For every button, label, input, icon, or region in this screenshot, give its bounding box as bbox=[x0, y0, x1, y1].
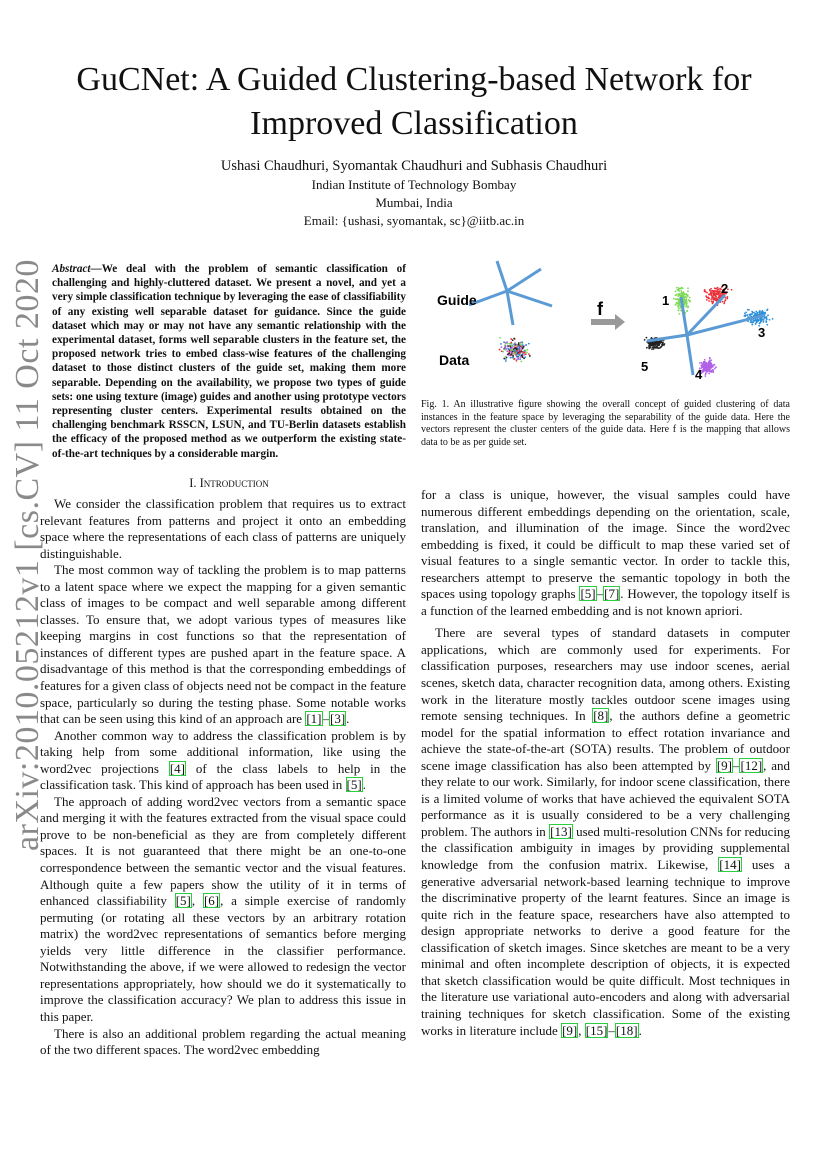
data-point bbox=[518, 344, 520, 346]
citation-link[interactable]: [5] bbox=[175, 893, 191, 909]
cluster-point bbox=[708, 362, 710, 364]
data-point bbox=[504, 349, 506, 351]
cluster-point bbox=[704, 291, 706, 293]
data-point bbox=[516, 345, 518, 347]
cluster-point bbox=[706, 364, 708, 366]
cluster-point bbox=[711, 370, 713, 372]
paragraph: for a class is unique, however, the visual samples could have numerous different embeddings depending on the orientation, scale, translation, and illumination of the image. Since the word2vec embedding is fixed, it could be difficult to map these varied set of visual features to a single semantic vector. In order to tackle this, researchers attempt to preserve the semantic topology in both the spaces using topology graphs [5]–[7]. However, the topology itself is a function of the learned embedding and is not known apriori. bbox=[421, 487, 790, 618]
data-point bbox=[510, 357, 512, 359]
data-point bbox=[501, 346, 503, 348]
paragraph: We consider the classification problem that requires us to extract relevant features from patterns and project it onto an embedding space where the representations of each class of patterns are uniquely distinguishable. bbox=[40, 496, 406, 561]
cluster-point bbox=[763, 320, 765, 322]
data-point bbox=[504, 344, 506, 346]
cluster-point bbox=[676, 299, 678, 301]
cluster-point bbox=[704, 368, 706, 370]
data-point bbox=[508, 352, 510, 354]
cluster-point bbox=[751, 313, 753, 315]
cluster-point bbox=[704, 364, 706, 366]
data-point bbox=[521, 354, 523, 356]
data-point bbox=[522, 344, 524, 346]
cluster-point bbox=[664, 343, 666, 345]
figure-caption: Fig. 1. An illustrative figure showing the overall concept of guided clustering of data instances in the feature space by leveraging the separability of the guide data. Here the vectors represent the cluster centers of the guide data. Here f is the mapping that allows data to be as per guide set. bbox=[421, 399, 790, 448]
cluster-point bbox=[711, 296, 713, 298]
cluster-point bbox=[678, 287, 680, 289]
cluster-point bbox=[716, 293, 718, 295]
cluster-point bbox=[646, 337, 648, 339]
data-label: Data bbox=[439, 352, 470, 368]
cluster-point bbox=[712, 302, 714, 304]
data-point bbox=[514, 352, 516, 354]
cluster-point bbox=[646, 347, 648, 349]
cluster-point bbox=[767, 314, 769, 316]
citation-link[interactable]: [5] bbox=[580, 586, 596, 602]
cluster-point bbox=[660, 346, 662, 348]
cluster-point bbox=[678, 300, 680, 302]
data-point bbox=[507, 348, 509, 350]
arxiv-stamp: arXiv:2010.05212v1 [cs.CV] 11 Oct 2020 bbox=[9, 259, 46, 851]
data-scatter bbox=[499, 337, 531, 362]
cluster-point bbox=[702, 363, 704, 365]
cluster-point bbox=[716, 297, 718, 299]
data-point bbox=[523, 346, 525, 348]
cluster-point bbox=[761, 310, 763, 312]
data-point bbox=[505, 360, 507, 362]
data-point bbox=[524, 356, 526, 358]
cluster-label: 3 bbox=[758, 325, 766, 340]
cluster-point bbox=[709, 363, 711, 365]
data-point bbox=[506, 350, 508, 352]
data-point bbox=[518, 354, 520, 356]
data-point bbox=[523, 354, 525, 356]
data-point bbox=[520, 342, 522, 344]
data-point bbox=[525, 344, 527, 346]
cluster-point bbox=[687, 305, 689, 307]
cluster-point bbox=[712, 300, 714, 302]
paragraph: The most common way of tackling the problem is to map patterns to a latent space where we expect the mapping for a given semantic class of images to be compact and well separable among different classes. To ensure that, we adopt various types of measures like keeping margins in cost functions so that the representation of instances of different types are pushed apart in the feature space. A disadvantage of this method is that the corresponding embeddings of features for a given class of objects need not be compact in the feature space, particularly so during the testing phase. Some notable works that can be seen using this kind of an approach are [1]–[3]. bbox=[40, 562, 406, 727]
citation-link[interactable]: [1] bbox=[306, 711, 322, 727]
data-point bbox=[513, 358, 515, 360]
data-point bbox=[502, 351, 504, 353]
data-point bbox=[513, 338, 515, 340]
data-point bbox=[505, 358, 507, 360]
cluster-point bbox=[765, 320, 767, 322]
data-point bbox=[503, 358, 505, 360]
data-point bbox=[520, 360, 522, 362]
cluster-point bbox=[706, 292, 708, 294]
cluster-point bbox=[710, 298, 712, 300]
data-point bbox=[519, 358, 521, 360]
cluster-point bbox=[689, 297, 691, 299]
data-point bbox=[516, 348, 518, 350]
cluster-point bbox=[680, 292, 682, 294]
cluster-point bbox=[759, 312, 761, 314]
cluster-point bbox=[746, 315, 748, 317]
cluster-point bbox=[726, 298, 728, 300]
cluster-point bbox=[705, 295, 707, 297]
data-point bbox=[512, 355, 514, 357]
cluster-point bbox=[704, 289, 706, 291]
data-point bbox=[509, 343, 511, 345]
cluster-point bbox=[689, 300, 691, 302]
cluster-point bbox=[745, 311, 747, 313]
cluster-point bbox=[660, 340, 662, 342]
mapping-label: f bbox=[597, 299, 603, 319]
citation-link[interactable]: [7] bbox=[604, 586, 620, 602]
cluster-point bbox=[708, 300, 710, 302]
cluster-point bbox=[766, 324, 768, 326]
cluster-point bbox=[772, 318, 774, 320]
cluster-point bbox=[714, 290, 716, 292]
cluster-point bbox=[708, 294, 710, 296]
data-point bbox=[505, 342, 507, 344]
citation-link[interactable]: [18] bbox=[615, 1022, 638, 1038]
cluster-point bbox=[653, 342, 655, 344]
cluster-point bbox=[699, 362, 701, 364]
cluster-point bbox=[662, 344, 664, 346]
cluster-point bbox=[766, 309, 768, 311]
cluster-point bbox=[718, 294, 720, 296]
data-point bbox=[513, 343, 515, 345]
data-point bbox=[511, 345, 513, 347]
cluster-point bbox=[657, 347, 659, 349]
data-point bbox=[516, 356, 518, 358]
data-point bbox=[510, 348, 512, 350]
data-point bbox=[525, 353, 527, 355]
cluster-point bbox=[685, 303, 687, 305]
data-point bbox=[516, 360, 518, 362]
paragraph: There is also an additional problem regarding the actual meaning of the two different spaces. The word2vec embedding bbox=[40, 1025, 406, 1058]
data-point bbox=[506, 341, 508, 343]
cluster-point bbox=[687, 295, 689, 297]
cluster-point bbox=[658, 344, 660, 346]
cluster-point bbox=[681, 287, 683, 289]
data-point bbox=[521, 346, 523, 348]
guide-vector bbox=[507, 291, 552, 306]
cluster-point bbox=[708, 369, 710, 371]
data-point bbox=[508, 351, 510, 353]
data-point bbox=[507, 345, 509, 347]
citation-link[interactable]: [9] bbox=[562, 1022, 578, 1038]
cluster-point bbox=[678, 293, 680, 295]
cluster-point bbox=[704, 359, 706, 361]
data-point bbox=[511, 357, 513, 359]
paragraph: Another common way to address the classification problem is by taking help from some additional information, like using the word2vec projections [4] of the class labels to help in the classification task. This kind of approach has been used in [5]. bbox=[40, 727, 406, 793]
cluster-point bbox=[722, 301, 724, 303]
cluster-point bbox=[700, 364, 702, 366]
cluster-point bbox=[686, 304, 688, 306]
affiliation: Indian Institute of Technology Bombay bbox=[311, 177, 517, 192]
cluster-point bbox=[655, 347, 657, 349]
cluster-point bbox=[711, 290, 713, 292]
guide-vector bbox=[507, 269, 541, 291]
cluster-point bbox=[718, 297, 720, 299]
authors: Ushasi Chaudhuri, Syomantak Chaudhuri and Subhasis Chaudhuri bbox=[220, 158, 608, 174]
data-point bbox=[514, 350, 516, 352]
cluster-point bbox=[679, 313, 681, 315]
cluster-point bbox=[714, 292, 716, 294]
cluster-point bbox=[706, 366, 708, 368]
guide-label: Guide bbox=[437, 292, 477, 308]
citation-link[interactable]: [8] bbox=[593, 708, 609, 724]
data-point bbox=[526, 352, 528, 354]
cluster-point bbox=[711, 295, 713, 297]
citation-link[interactable]: [15] bbox=[585, 1022, 608, 1038]
cluster-point bbox=[650, 344, 652, 346]
section-heading: I. Introduction bbox=[189, 476, 269, 490]
guide-vector bbox=[507, 291, 513, 325]
cluster-point bbox=[678, 307, 680, 309]
data-point bbox=[520, 344, 522, 346]
data-point bbox=[499, 349, 501, 351]
cluster-label: 5 bbox=[641, 359, 649, 374]
cluster-point bbox=[748, 309, 750, 311]
cluster-point bbox=[744, 315, 746, 317]
citation-link[interactable]: [12] bbox=[740, 757, 763, 773]
data-point bbox=[523, 350, 525, 352]
data-point bbox=[512, 339, 514, 341]
cluster-point bbox=[677, 305, 679, 307]
data-point bbox=[510, 342, 512, 344]
cluster-point bbox=[716, 288, 718, 290]
cluster-point bbox=[705, 372, 707, 374]
cluster-point bbox=[706, 371, 708, 373]
cluster-point bbox=[706, 299, 708, 301]
cluster-point bbox=[652, 344, 654, 346]
figure-1 bbox=[425, 255, 791, 390]
paragraph: The approach of adding word2vec vectors from a semantic space and merging it with the features extracted from the visual space could prove to be non-beneficial as they are from completely different spaces. It is not guaranteed that there might be an one-to-one correspondence between the semantic vector and the visual features. Although quite a few papers show the utility of it in terms of enhanced classifiability [5], [6], a simple exercise of randomly permuting (or rotating all these vectors by an arbitrary rotation matrix) the word2vec representations of semantics before merging yields very little difference in the classifier performance. Notwithstanding the above, if we were allowed to redesign the vector representations appropriately, how should we do it systematically to improve the classification accuracy? We plan to address this issue in this paper. bbox=[40, 793, 407, 1024]
cluster-point bbox=[710, 359, 712, 361]
cluster-point bbox=[678, 310, 680, 312]
cluster-point bbox=[704, 375, 706, 377]
cluster-point bbox=[686, 310, 688, 312]
data-point bbox=[510, 354, 512, 356]
cluster-point bbox=[711, 300, 713, 302]
data-point bbox=[505, 356, 507, 358]
cluster-vector bbox=[687, 315, 765, 335]
cluster-point bbox=[724, 299, 726, 301]
cluster-point bbox=[703, 370, 705, 372]
data-point bbox=[500, 343, 502, 345]
citation-link[interactable]: [6] bbox=[203, 893, 220, 909]
cluster-point bbox=[714, 294, 716, 296]
cluster-point bbox=[765, 318, 767, 320]
abstract-text: —We deal with the problem of semantic classification of challenging and highly-cluttered dataset. We present a novel, and yet a very simple classification technique by leveraging the ease of classifiability of any existing well separable dataset for guidance. Since the guide dataset which may or may not have any semantic relationship with the experimental dataset, forms well separable clusters in the feature set, the proposed network tries to embed class-wise features of the challenging dataset to those distinct clusters of the guide set, making them more separable. Depending on the availability, we propose two types of guide sets: one using texture (image) guides and another using prototype vectors representing cluster centers. Experimental results obtained on the challenging benchmark RSSCN, LSUN, and TU-Berlin datasets establish the efficacy of the proposed method as we outperform the existing state-of-the-art techniques by a considerable margin. bbox=[52, 263, 406, 460]
cluster-point bbox=[717, 291, 719, 293]
data-point bbox=[514, 346, 516, 348]
cluster-point bbox=[680, 290, 682, 292]
citation-link[interactable]: [14] bbox=[719, 857, 741, 873]
cluster-point bbox=[705, 362, 707, 364]
cluster-point bbox=[683, 291, 685, 293]
data-point bbox=[519, 347, 521, 349]
data-point bbox=[499, 337, 501, 339]
data-point bbox=[507, 343, 509, 345]
data-point bbox=[526, 349, 528, 351]
cluster-point bbox=[709, 357, 711, 359]
abstract bbox=[52, 262, 406, 461]
cluster-point bbox=[678, 290, 680, 292]
cluster-point bbox=[709, 367, 711, 369]
cluster-point bbox=[676, 287, 678, 289]
cluster-point bbox=[714, 368, 716, 370]
guide-vectors bbox=[469, 261, 552, 325]
citation-link[interactable]: [13] bbox=[550, 823, 572, 839]
cluster-point bbox=[687, 290, 689, 292]
citation-link[interactable]: [9] bbox=[716, 757, 732, 773]
data-point bbox=[528, 343, 530, 345]
cluster-point bbox=[675, 294, 677, 296]
cluster-point bbox=[673, 298, 675, 300]
cluster-point bbox=[709, 360, 711, 362]
cluster-point bbox=[713, 364, 715, 366]
paper-title: GuCNet: A Guided Clustering-based Network for Improved Classification bbox=[76, 61, 752, 142]
cluster-point bbox=[707, 297, 709, 299]
data-point bbox=[517, 357, 519, 359]
cluster-point bbox=[676, 302, 678, 304]
abstract-label: Abstract bbox=[52, 263, 91, 275]
right-column bbox=[421, 487, 790, 1039]
data-point bbox=[508, 355, 510, 357]
cluster-point bbox=[758, 320, 760, 322]
location: Mumbai, India bbox=[375, 195, 453, 210]
cluster-point bbox=[677, 295, 679, 297]
cluster-point bbox=[687, 287, 689, 289]
cluster-point bbox=[709, 290, 711, 292]
cluster-point bbox=[756, 312, 758, 314]
cluster-point bbox=[769, 319, 771, 321]
cluster-point bbox=[751, 311, 753, 313]
cluster-point bbox=[657, 343, 659, 345]
citation-link[interactable]: [3] bbox=[330, 711, 346, 727]
citation-link[interactable]: [5] bbox=[346, 777, 362, 793]
cluster-point bbox=[713, 298, 715, 300]
cluster-point bbox=[755, 323, 757, 325]
data-point bbox=[504, 347, 506, 349]
cluster-label: 1 bbox=[662, 293, 670, 308]
cluster-vector bbox=[647, 335, 687, 341]
data-point bbox=[519, 356, 521, 358]
cluster-point bbox=[651, 342, 653, 344]
cluster-point bbox=[718, 288, 720, 290]
data-point bbox=[510, 338, 512, 340]
cluster-label: 2 bbox=[721, 281, 729, 296]
cluster-point bbox=[708, 373, 710, 375]
data-point bbox=[525, 350, 527, 352]
cluster-point bbox=[675, 291, 677, 293]
data-point bbox=[528, 353, 530, 355]
cluster-point bbox=[723, 303, 725, 305]
data-point bbox=[513, 353, 515, 355]
cluster-point bbox=[656, 341, 658, 343]
cluster-point bbox=[712, 366, 714, 368]
email: Email: {ushasi, syomantak, sc}@iitb.ac.in bbox=[303, 213, 525, 228]
cluster-point bbox=[644, 339, 646, 341]
cluster-point bbox=[754, 313, 756, 315]
cluster-vector bbox=[687, 335, 693, 375]
left-column bbox=[40, 496, 406, 1059]
cluster-point bbox=[684, 296, 686, 298]
cluster-point bbox=[710, 288, 712, 290]
cluster-label: 4 bbox=[695, 367, 703, 382]
cluster-point bbox=[675, 304, 677, 306]
guide-vector bbox=[497, 261, 507, 291]
cluster-point bbox=[653, 348, 655, 350]
cluster-point bbox=[751, 324, 753, 326]
data-point bbox=[517, 350, 519, 352]
data-point bbox=[522, 356, 524, 358]
cluster-point bbox=[704, 361, 706, 363]
cluster-point bbox=[715, 366, 717, 368]
data-point bbox=[529, 355, 531, 357]
citation-link[interactable]: [4] bbox=[169, 760, 185, 776]
data-point bbox=[501, 350, 503, 352]
cluster-point bbox=[648, 346, 650, 348]
cluster-point bbox=[731, 289, 733, 291]
cluster-point bbox=[725, 297, 727, 299]
paragraph: There are several types of standard datasets in computer applications, which are commonly used for experiments. For classification purposes, researchers may use indoor scenes, aerial scenes, sketch data, character recognition data, among others. Existing work in the literature mostly tackles outdoor scene images using remote sensing techniques. In [8], the authors define a geometric model for the spatial information to effect rotation invariance and achieve the state-of-the-art (SOTA) results. The problem of outdoor scene image classification has also been attempted by [9]–[12], and they relate to our work. Similarly, for indoor scene classification, there is a limited volume of works that have achieved the equivalent SOTA performance as it is usually considered to be a very challenging problem. The authors in [13] used multi-resolution CNNs for reducing the classification ambiguity in images by providing supplemental knowledge from the confusion matrix. Likewise, [14] uses a generative adversarial network-based learning technique to improve the discriminative property of the learnt features. Since an image is quite rich in the feature space, researchers have also attempted to design appropriate networks to derive a good feature for the classification of sketch images. Since sketches are meant to be a very minimal and often incomplete description of objects, it is expected that sketch classification would be quite difficult. Most techniques in the literature use variational auto-encoders and along with adversarial training techniques for sketch classification. Some of the existing works in literature include [9], [15]–[18]. bbox=[421, 625, 790, 1038]
cluster-point bbox=[677, 289, 679, 291]
cluster-point bbox=[751, 322, 753, 324]
